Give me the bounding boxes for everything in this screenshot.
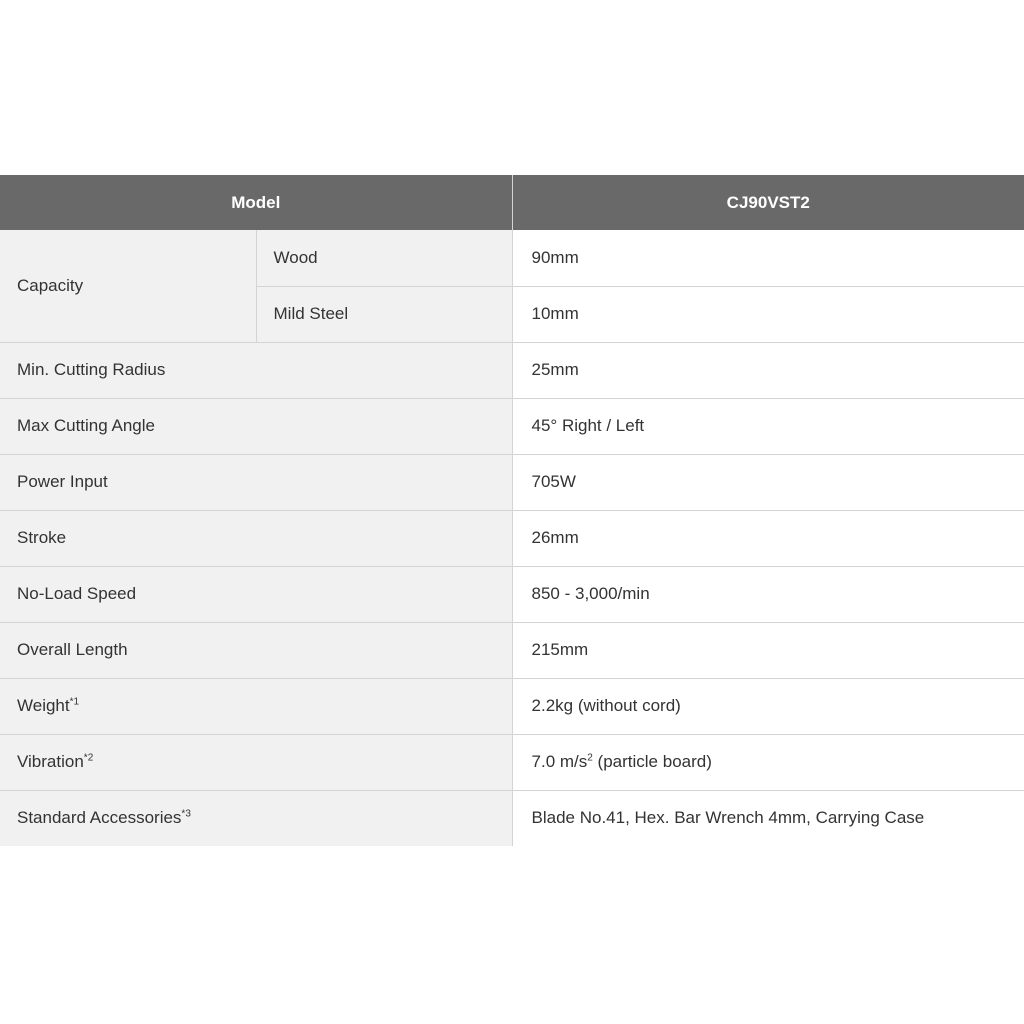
mild-steel-value: 10mm [512, 286, 1024, 342]
vibration-value-suffix: (particle board) [592, 752, 712, 771]
stroke-value: 26mm [512, 510, 1024, 566]
model-header-value: CJ90VST2 [512, 175, 1024, 230]
spec-table [0, 175, 1024, 846]
stroke-row [0, 510, 1024, 566]
max-cutting-angle-label: Max Cutting Angle [0, 398, 512, 454]
wood-label: Wood [256, 230, 512, 286]
standard-accessories-row [0, 790, 1024, 846]
min-cutting-radius-label: Min. Cutting Radius [0, 342, 512, 398]
no-load-speed-label: No-Load Speed [0, 566, 512, 622]
capacity-wood-row [0, 230, 1024, 286]
standard-accessories-label: Standard Accessories [17, 808, 182, 828]
weight-label: Weight [17, 696, 70, 715]
vibration-label-cell [0, 734, 512, 790]
power-input-label: Power Input [0, 454, 512, 510]
min-cutting-radius-row [0, 342, 1024, 398]
vibration-label: Vibration [17, 752, 84, 771]
no-load-speed-row [0, 566, 1024, 622]
min-cutting-radius-value: 25mm [512, 342, 1024, 398]
model-header-label: Model [0, 175, 512, 230]
weight-row [0, 678, 1024, 734]
header-row [0, 175, 1024, 230]
max-cutting-angle-value: 45° Right / Left [512, 398, 1024, 454]
max-cutting-angle-row [0, 398, 1024, 454]
vibration-unit-exponent: 2 [587, 752, 593, 764]
overall-length-label: Overall Length [0, 622, 512, 678]
capacity-label: Capacity [0, 230, 256, 342]
vibration-value: 7.0 m/s [531, 752, 588, 771]
overall-length-value: 215mm [512, 622, 1024, 678]
standard-accessories-value: Blade No.41, Hex. Bar Wrench 4mm, Carrying Case [512, 790, 1024, 846]
no-load-speed-value: 850 - 3,000/min [512, 566, 1024, 622]
overall-length-row [0, 622, 1024, 678]
vibration-footnote: *2 [83, 752, 94, 764]
standard-accessories-label-cell [0, 790, 512, 846]
weight-label-cell [0, 678, 512, 734]
wood-value: 90mm [512, 230, 1024, 286]
weight-value: 2.2kg (without cord) [512, 678, 1024, 734]
power-input-value: 705W [512, 454, 1024, 510]
vibration-row [0, 734, 1024, 790]
weight-footnote: *1 [69, 696, 80, 708]
mild-steel-label: Mild Steel [256, 286, 512, 342]
stroke-label: Stroke [0, 510, 512, 566]
vibration-value-cell [512, 734, 1024, 790]
standard-accessories-footnote: *3 [181, 808, 191, 820]
power-input-row [0, 454, 1024, 510]
